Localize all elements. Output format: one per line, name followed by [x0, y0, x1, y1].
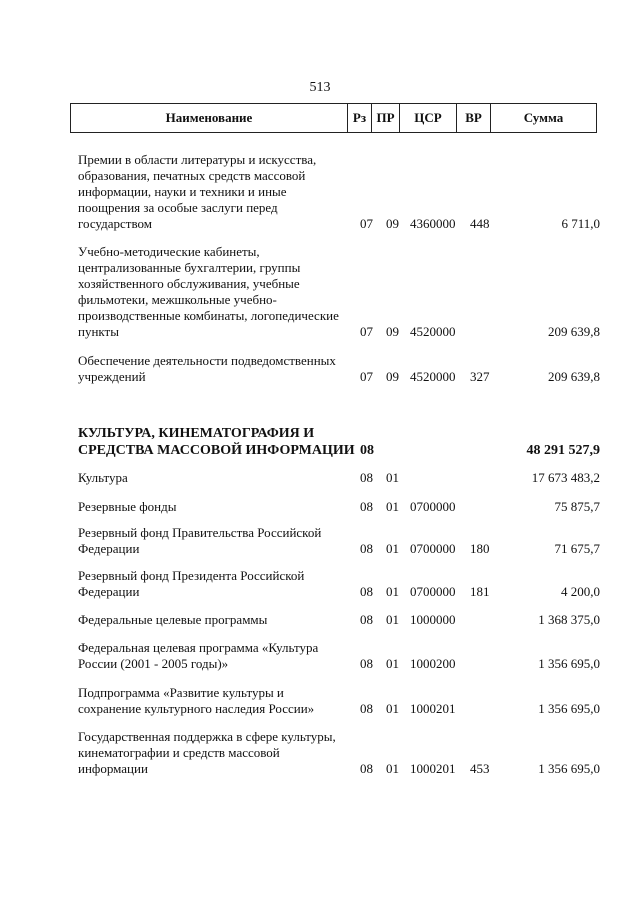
table-row	[0, 526, 640, 557]
row-name: Резервный фонд Президента Российской Федерации	[78, 568, 305, 599]
row-csr: 4520000	[410, 324, 456, 339]
row-rz: 08	[360, 541, 373, 556]
row-csr: 4520000	[410, 369, 456, 384]
header-vr: ВР	[456, 104, 490, 132]
row-pr: 01	[386, 612, 399, 627]
table-header	[70, 103, 597, 133]
row-pr: 01	[386, 470, 399, 485]
row-csr: 0700000	[410, 541, 456, 556]
row-vr: 453	[470, 761, 490, 776]
row-csr: 4360000	[410, 216, 456, 231]
row-sum: 209 639,8	[548, 369, 600, 384]
row-csr: 0700000	[410, 499, 456, 514]
row-csr: 1000200	[410, 656, 456, 671]
row-rz: 08	[360, 584, 373, 599]
table-row	[0, 353, 640, 385]
header-name: Наименование	[165, 110, 253, 125]
table-row	[0, 641, 640, 672]
section-heading-row	[0, 424, 640, 459]
row-pr: 09	[386, 216, 399, 231]
table-row	[0, 686, 640, 717]
header-csr: ЦСР	[399, 104, 456, 132]
row-rz: 08	[360, 701, 373, 716]
row-pr: 09	[386, 324, 399, 339]
row-csr: 1000000	[410, 612, 456, 627]
row-vr: 327	[470, 369, 490, 384]
row-name: Государственная поддержка в сфере культуры, кинематографии и средств массовой информации	[78, 729, 336, 776]
header-pr: ПР	[371, 104, 399, 132]
header-sum: Сумма	[490, 104, 596, 132]
row-sum: 75 875,7	[554, 499, 600, 514]
row-rz: 08	[360, 443, 374, 458]
row-name: Культура	[78, 470, 128, 485]
row-rz: 08	[360, 470, 373, 485]
row-name: Подпрограмма «Развитие культуры и сохранение культурного наследия России»	[78, 685, 315, 716]
row-pr: 01	[386, 701, 399, 716]
row-name: Премии в области литературы и искусства, образования, печатных средств массовой информации, науки и техники и иные поощрения за особые заслуги перед государством	[78, 152, 317, 231]
row-pr: 01	[386, 499, 399, 514]
row-pr: 01	[386, 584, 399, 599]
row-sum: 1 356 695,0	[538, 656, 600, 671]
section-title: КУЛЬТУРА, КИНЕМАТОГРАФИЯ И СРЕДСТВА МАССОВОЙ ИНФОРМАЦИИ	[78, 426, 355, 458]
row-rz: 07	[360, 324, 373, 339]
row-name: Резервный фонд Правительства Российской Федерации	[78, 525, 322, 556]
header-rz: Рз	[347, 104, 371, 132]
row-sum: 6 711,0	[561, 216, 600, 231]
table-row	[0, 244, 640, 340]
table-row	[0, 499, 640, 515]
row-csr: 1000201	[410, 701, 456, 716]
row-csr: 1000201	[410, 761, 456, 776]
row-rz: 07	[360, 216, 373, 231]
row-rz: 08	[360, 499, 373, 514]
table-row	[0, 152, 640, 232]
row-sum: 1 356 695,0	[538, 701, 600, 716]
row-sum: 71 675,7	[554, 541, 600, 556]
row-vr: 181	[470, 584, 490, 599]
section-sum: 48 291 527,9	[526, 443, 600, 458]
row-sum: 1 368 375,0	[538, 612, 600, 627]
row-vr: 180	[470, 541, 490, 556]
row-name: Резервные фонды	[78, 499, 177, 514]
row-name: Федеральная целевая программа «Культура России (2001 - 2005 годы)»	[78, 640, 319, 671]
row-sum: 209 639,8	[548, 324, 600, 339]
row-pr: 01	[386, 541, 399, 556]
row-rz: 08	[360, 761, 373, 776]
row-pr: 01	[386, 761, 399, 776]
row-sum: 4 200,0	[561, 584, 600, 599]
table-row	[0, 730, 640, 777]
table-row	[0, 470, 640, 486]
row-sum: 1 356 695,0	[538, 761, 600, 776]
row-name: Обеспечение деятельности подведомственных учреждений	[78, 353, 336, 384]
row-pr: 01	[386, 656, 399, 671]
row-rz: 08	[360, 612, 373, 627]
table-row	[0, 612, 640, 628]
row-name: Учебно-методические кабинеты, централизованные бухгалтерии, группы хозяйственного обслуживания, учебные фильмотеки, межшкольные учебно-производственные комбинаты, логопедические пункты	[78, 244, 339, 339]
row-csr: 0700000	[410, 584, 456, 599]
table-row	[0, 569, 640, 600]
row-sum: 17 673 483,2	[531, 470, 600, 485]
row-rz: 07	[360, 369, 373, 384]
row-name: Федеральные целевые программы	[78, 612, 268, 627]
page-number: 513	[309, 80, 331, 95]
row-rz: 08	[360, 656, 373, 671]
row-pr: 09	[386, 369, 399, 384]
row-vr: 448	[470, 216, 490, 231]
